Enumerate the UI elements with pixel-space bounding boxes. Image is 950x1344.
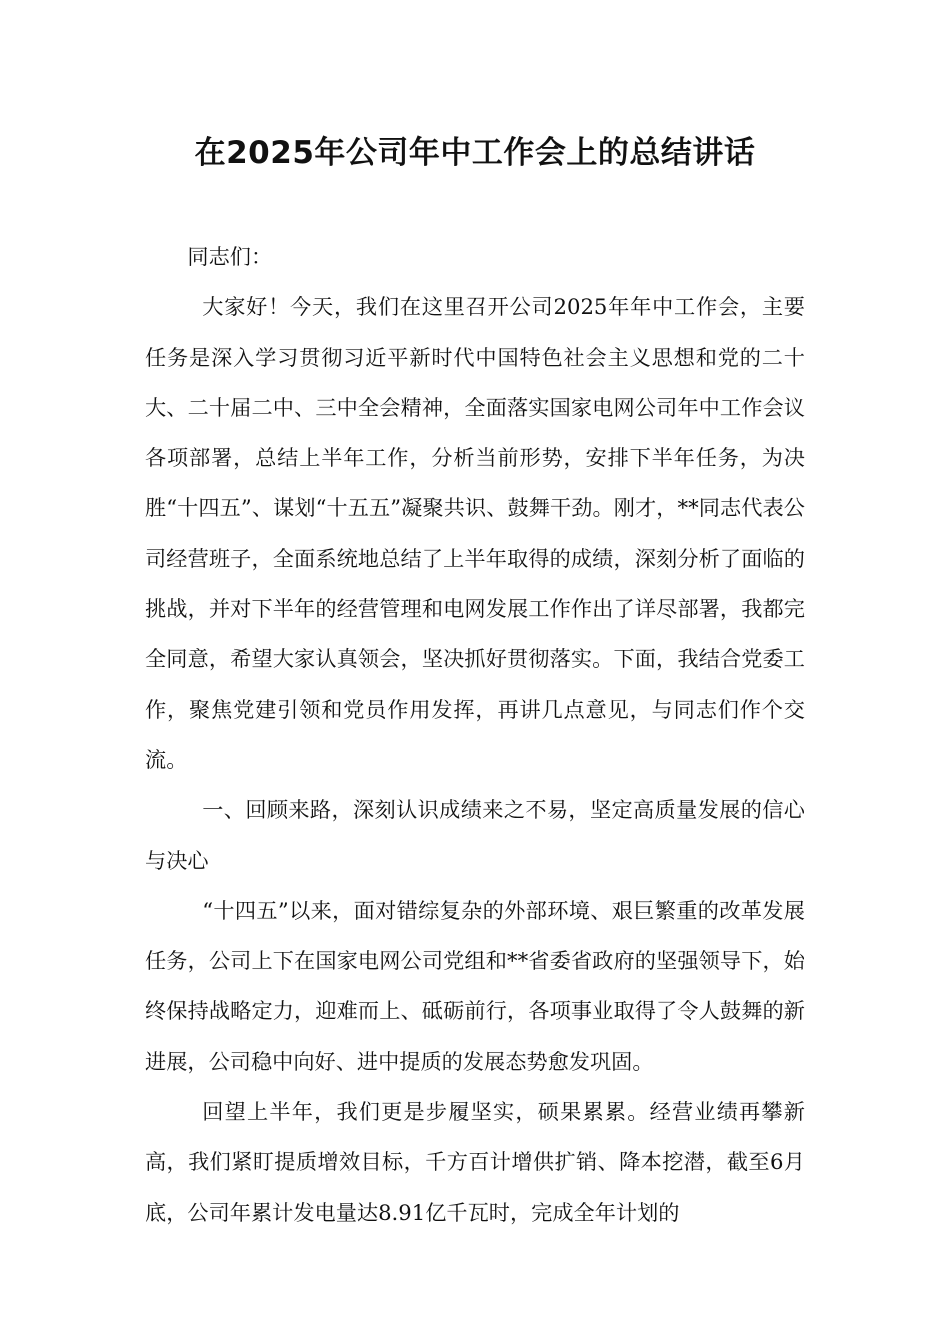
document-body [145, 232, 805, 1238]
document-title: 在2025年公司年中工作会上的总结讲话 [194, 135, 756, 171]
paragraph-opening: 大家好！今天，我们在这里召开公司2025年年中工作会，主要任务是深入学习贯彻习近平新时代中国特色社会主义思想和党的二十大、二十届二中、三中全会精神，全面落实国家电网公司年中工作会议各项部署，总结上半年工作，分析当前形势，安排下半年任务，为决胜“十四五”、谋划“十五五”凝聚共识、鼓舞干劲。刚才，**同志代表公司经营班子，全面系统地总结了上半年取得的成绩，深刻分析了面临的挑战，并对下半年的经营管理和电网发展工作作出了详尽部署，我都完全同意，希望大家认真领会，坚决抓好贯彻落实。下面，我结合党委工作，聚焦党建引领和党员作用发挥，再讲几点意见，与同志们作个交流。 [145, 294, 805, 772]
section-heading-1: 一、回顾来路，深刻认识成绩来之不易，坚定高质量发展的信心与决心 [145, 797, 805, 873]
salutation: 同志们： [187, 244, 273, 269]
paragraph-review: “十四五”以来，面对错综复杂的外部环境、艰巨繁重的改革发展任务，公司上下在国家电网公司党组和**省委省政府的坚强领导下，始终保持战略定力，迎难而上、砥砺前行，各项事业取得了令人鼓舞的新进展，公司稳中向好、进中提质的发展态势愈发巩固。 [145, 897, 805, 1074]
paragraph-first-half: 回望上半年，我们更是步履坚实，硕果累累。经营业绩再攀新高，我们紧盯提质增效目标，千方百计增供扩销、降本挖潜，截至6月底，公司年累计发电量达8.91亿千瓦时，完成全年计划的 [145, 1099, 805, 1225]
